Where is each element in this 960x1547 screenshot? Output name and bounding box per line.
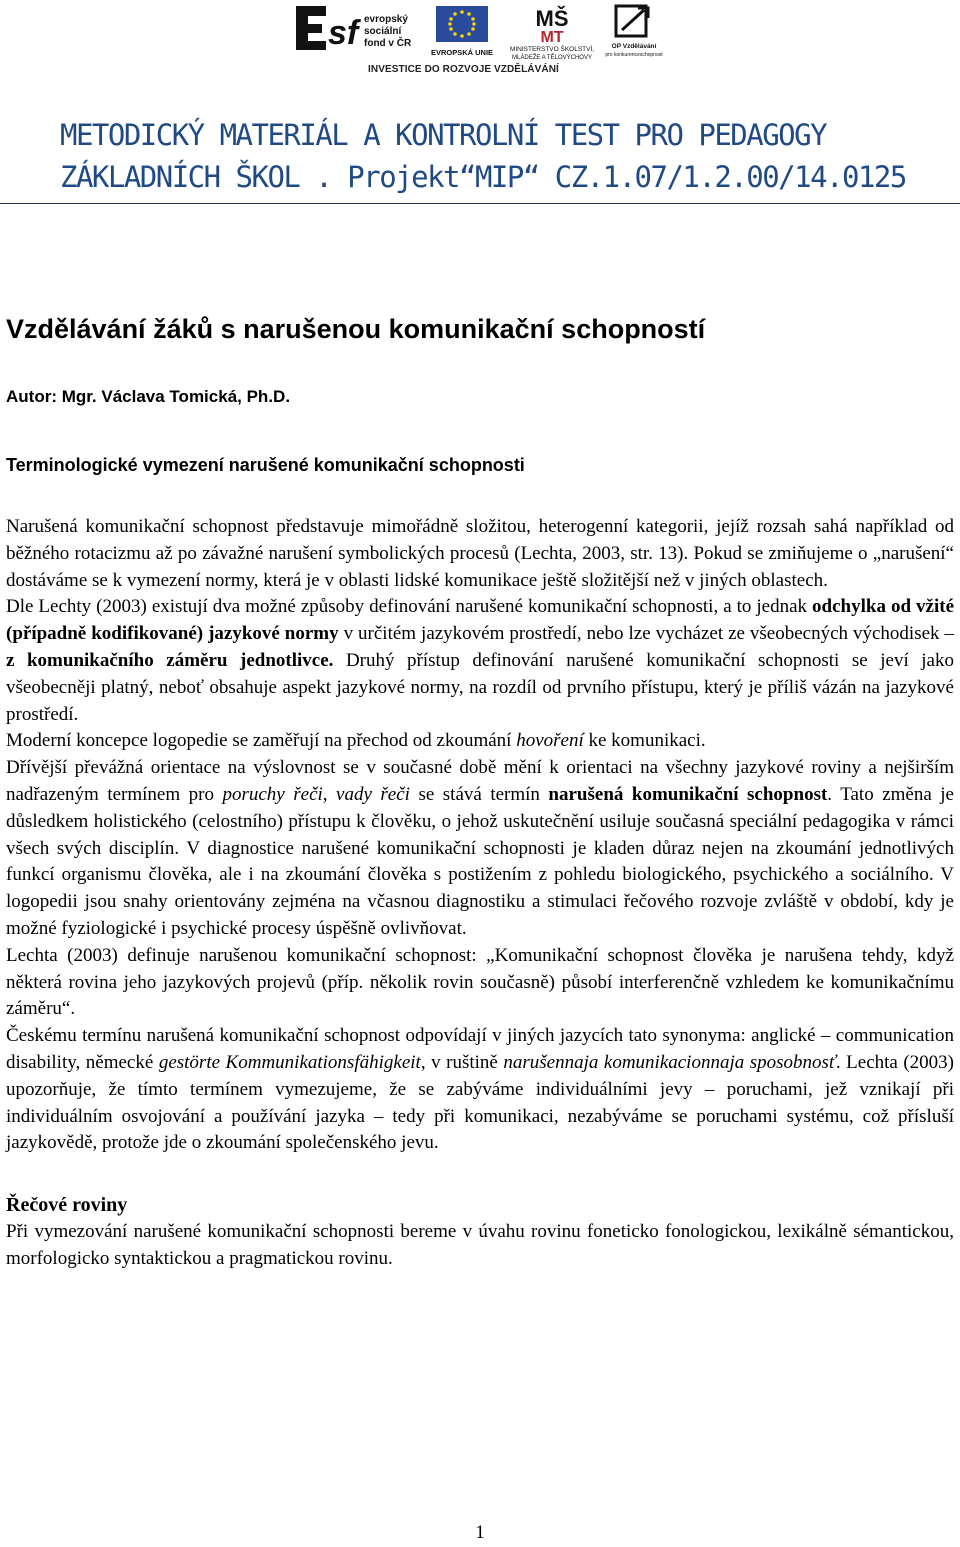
- text-span: ,: [322, 783, 337, 805]
- bold-term: odchylka od vžité (případně kodifikované) jazykové normy: [6, 596, 954, 645]
- esf-logo-icon: [292, 2, 420, 60]
- text-span: se stává termín: [409, 783, 549, 805]
- paragraph-1: Narušená komunikační schopnost představuje mimořádně složitou, heterogenní kategorii, jejíž rozsah sahá například od běžného rotacizmu až po závažné narušení symbolických procesů (Lechta, 2003, str. 13). Pokud se zmiňujeme o „narušení“ dostáváme se k vymezení normy, která je v oblasti lidské komunikace ještě složitější než v jiných oblastech.: [6, 516, 954, 591]
- paragraph-3: [6, 728, 954, 755]
- italic-term: poruchy řeči: [222, 783, 323, 805]
- text-span: Druhý přístup definování narušené komunikační schopnosti se jeví jako všeobecněji platný, neboť obsahuje aspekt jazykové normy, na rozdíl od prvního přístupu, který je příliš vázán na jazykové prostředí.: [6, 649, 954, 725]
- italic-term: gestörte Kommunikationsfähigkeit: [158, 1051, 421, 1073]
- paragraph-4: [6, 755, 954, 943]
- italic-term: vady řeči: [336, 783, 410, 805]
- paragraph-7: Při vymezování narušené komunikační schopnosti bereme v úvahu rovinu foneticko fonologickou, lexikálně sémantickou, morfologicko syntaktickou a pragmatickou rovinu.: [6, 1221, 954, 1269]
- document-header-title: [60, 114, 940, 198]
- text-span: Českému termínu narušená komunikační schopnost odpovídají v jiných jazycích tato synonyma: anglické – communication disability, německé: [6, 1025, 954, 1073]
- svg-text:MT: MT: [540, 29, 564, 46]
- header-title-line-1: METODICKÝ MATERIÁL A KONTROLNÍ TEST PRO PEDAGOGY: [60, 118, 827, 152]
- op-logo-text: OP Vzdělávání: [611, 43, 657, 50]
- section-heading: Terminologické vymezení narušené komunikační schopnosti: [6, 455, 525, 475]
- text-span: . Lechta (2003) upozorňuje, že tímto termínem vymezujeme, že se zabýváme individuálními jevy – poruchami, jež vznikají při individuálním osvojování a používání jazyka – tedy při komunikaci, nezabýváme se poruchami systému, což přísluší jazykovědě, protože jde o zkoumání společenského jevu.: [6, 1051, 955, 1154]
- paragraph-2: [6, 594, 954, 728]
- bold-term: narušená komunikační schopnost: [548, 783, 828, 805]
- body-text: [6, 514, 954, 1273]
- paragraph-5: Lechta (2003) definuje narušenou komunikační schopnost: „Komunikační schopnost člověka je narušena tehdy, když některá rovina jeho jazykových projevů (příp. několik rovin současně) působí interferenčně vzhledem ke komunikačnímu záměru“.: [6, 944, 954, 1020]
- svg-text:sf: sf: [328, 14, 359, 52]
- esf-logo-text: fond v ČR: [364, 38, 412, 49]
- esf-logo-text: sociální: [364, 26, 402, 37]
- eu-logo-label: EVROPSKÁ UNIE: [430, 48, 494, 57]
- sub-heading: Řečové roviny: [6, 1194, 128, 1217]
- investice-tagline: INVESTICE DO ROZVOJE VZDĚLÁVÁNÍ: [368, 64, 559, 75]
- text-span: . Tato změna je důsledkem holistického (celostního) přístupu k člověku, o jehož uskutečnění usiluje současná speciální pedagogika v rámci všech svých disciplín. V diagnostice narušené komunikační schopnosti je kladen důraz nejen na zkoumání jednotlivých funkcí organismu člověka, ale i na zkoumání člověka s postižením z pohledu biologického, psychického a sociálního. V logopedii jsou snahy orientovány zejména na včasnou diagnostiku a stimulaci řečového rozvoje zvláště v období, kdy je možné fyziologické i psychické procesy úspěšně ovlivňovat.: [6, 783, 954, 939]
- msmt-logo-text: MLÁDEŽE A TĚLOVÝCHOVY: [512, 55, 592, 60]
- bold-term: z komunikačního záměru jednotlivce.: [6, 649, 334, 671]
- italic-term: narušennaja komunikacionnaja sposobnosť: [503, 1051, 836, 1073]
- text-span: Dle Lechty (2003) existují dva možné způsoby definování narušené komunikační schopnosti, a to jednak: [6, 596, 813, 618]
- header-title-line-2: ZÁKLADNÍCH ŠKOL . Projekt“MIP“ CZ.1.07/1.2.00/14.0125: [60, 160, 906, 194]
- page-number: 1: [475, 1522, 485, 1543]
- msmt-logo-icon: [506, 2, 598, 60]
- text-span: v určitém jazykovém prostředí, nebo lze vycházet ze všeobecných východisek –: [338, 623, 954, 645]
- text-span: Dřívější převážná orientace na výslovnost se v současné době mění k orientaci na všechny jazykové roviny a nejširším nadřazeným termínem pro: [6, 757, 954, 805]
- msmt-logo-text: MINISTERSTVO ŠKOLSTVÍ,: [509, 46, 595, 53]
- text-span: Moderní koncepce logopedie se zaměřují na přechod od zkoumání: [6, 730, 517, 752]
- eu-flag-logo-icon: [426, 2, 498, 60]
- paragraph-6: [6, 1023, 954, 1157]
- esf-logo-text: evropský: [364, 14, 408, 25]
- op-vzdelavani-logo-icon: [604, 2, 664, 60]
- logo-strip: [292, 0, 664, 82]
- op-logo-text: pro konkurenceschopnost: [605, 52, 663, 58]
- spacer: [6, 1157, 954, 1177]
- text-span: ke komunikaci.: [583, 730, 706, 752]
- italic-term: hovoření: [516, 730, 584, 752]
- author-line: Autor: Mgr. Václava Tomická, Ph.D.: [6, 387, 291, 406]
- svg-text:MŠ: MŠ: [535, 6, 569, 31]
- header-divider: [0, 203, 960, 204]
- page-title: Vzdělávání žáků s narušenou komunikační schopností: [6, 314, 706, 344]
- text-span: , v ruštině: [420, 1051, 504, 1073]
